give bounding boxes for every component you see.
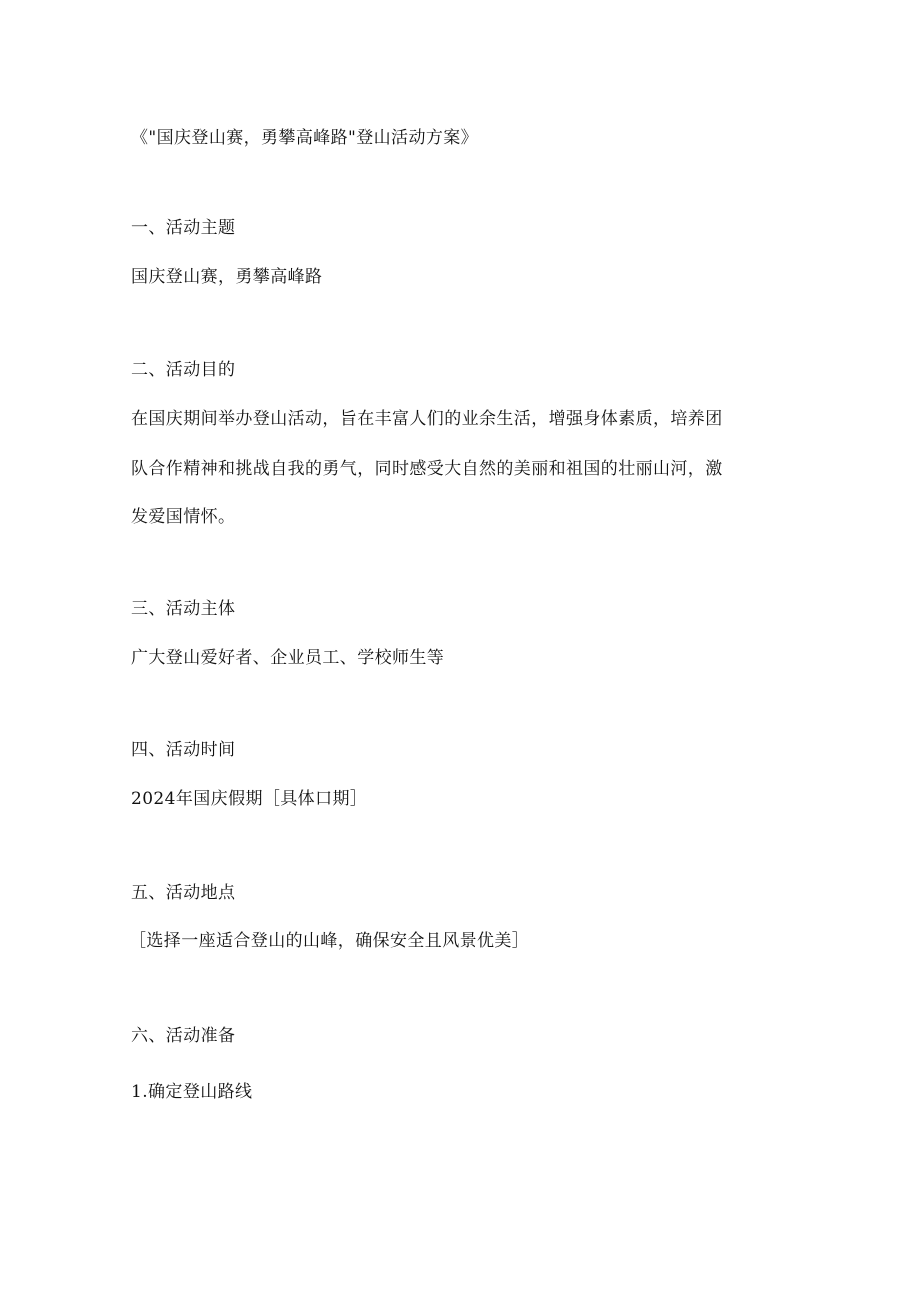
section-text-location: ［选择一座适合登山的山峰，确保安全且风景优美］ (129, 931, 530, 951)
section-heading-preparation: 六、活动准备 (131, 1026, 236, 1046)
section-heading-time: 四、活动时间 (131, 740, 236, 760)
section-text-purpose-line-2: 队合作精神和挑战自我的勇气，同时感受大自然的美丽和祖国的壮丽山河，激 (131, 459, 723, 479)
document-title: 《"国庆登山赛，勇攀高峰路"登山活动方案》 (131, 128, 479, 148)
section-text-theme: 国庆登山赛，勇攀高峰路 (131, 267, 323, 287)
section-heading-theme: 一、活动主题 (131, 218, 236, 238)
section-heading-purpose: 二、活动目的 (131, 360, 236, 380)
section-heading-participants: 三、活动主体 (131, 599, 236, 619)
section-text-participants: 广大登山爱好者、企业员工、学校师生等 (131, 648, 445, 668)
section-heading-location: 五、活动地点 (131, 883, 236, 903)
section-text-purpose-line-1: 在国庆期间举办登山活动，旨在丰富人们的业余生活，增强身体素质，培养团 (131, 409, 723, 429)
section-text-preparation-item-1: 1.确定登山路线 (131, 1082, 253, 1102)
section-text-purpose-line-3: 发爱国情怀。 (131, 507, 236, 527)
section-text-time: 2024年国庆假期［具体口期］ (131, 789, 368, 809)
